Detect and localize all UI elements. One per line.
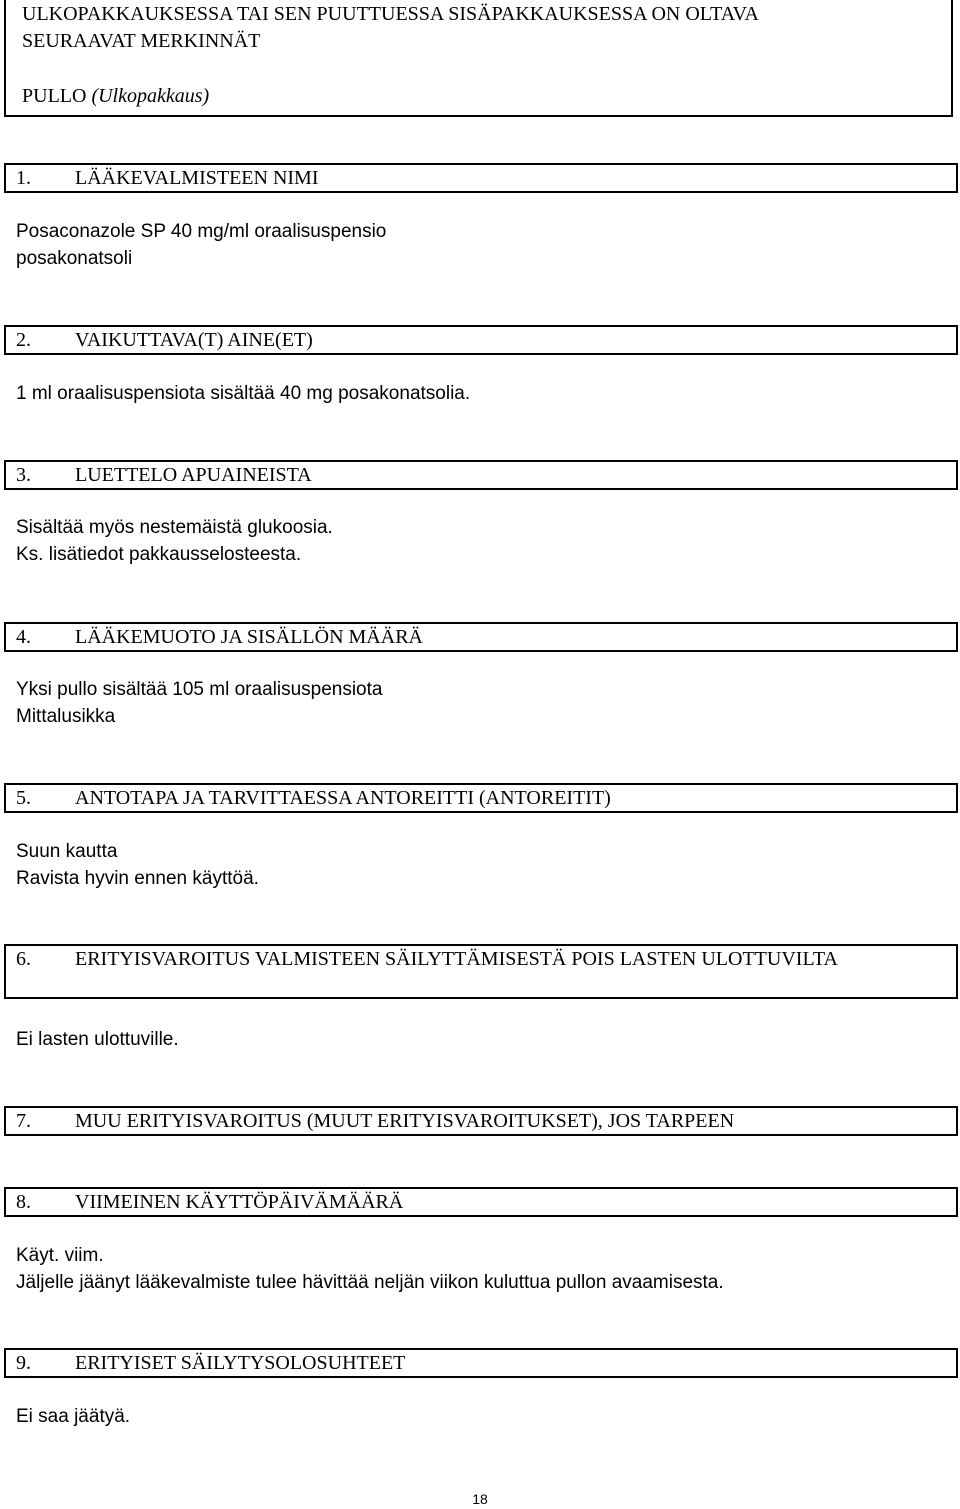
title-line-1: ULKOPAKKAUKSESSA TAI SEN PUUTTUESSA SISÄPAKKAUKSESSA ON OLTAVA: [22, 3, 759, 25]
section-8-number: 8.: [16, 1191, 31, 1213]
section-7-number: 7.: [16, 1110, 31, 1132]
section-5-heading: [4, 783, 958, 813]
package-type-note: (Ulkopakkaus): [91, 85, 210, 107]
section-8-line-2: Jäljelle jäänyt lääkevalmiste tulee hävittää neljän viikon kuluttua pullon avaamisesta.: [16, 1272, 724, 1293]
section-2-line-1: 1 ml oraalisuspensiota sisältää 40 mg posakonatsolia.: [16, 383, 471, 404]
section-4-number: 4.: [16, 626, 31, 648]
section-7-heading: [4, 1106, 958, 1136]
section-6-title: ERITYISVAROITUS VALMISTEEN SÄILYTTÄMISESTÄ POIS LASTEN ULOTTUVILTA: [75, 948, 838, 970]
section-6-number: 6.: [16, 948, 31, 970]
section-1-number: 1.: [16, 167, 31, 189]
package-type: PULLO: [22, 85, 92, 107]
section-4-heading: [4, 622, 958, 652]
section-9-number: 9.: [16, 1352, 31, 1374]
section-1-line-1: Posaconazole SP 40 mg/ml oraalisuspensio: [16, 221, 387, 242]
section-1-heading: [4, 163, 958, 193]
section-9-heading: [4, 1348, 958, 1378]
section-5-line-2: Ravista hyvin ennen käyttöä.: [16, 868, 259, 889]
section-4-title: LÄÄKEMUOTO JA SISÄLLÖN MÄÄRÄ: [75, 626, 423, 648]
section-1-line-2: posakonatsoli: [16, 248, 133, 269]
section-3-line-1: Sisältää myös nestemäistä glukoosia.: [16, 517, 333, 538]
section-8-title: VIIMEINEN KÄYTTÖPÄIVÄMÄÄRÄ: [75, 1191, 404, 1213]
section-2-title: VAIKUTTAVA(T) AINE(ET): [75, 329, 313, 351]
section-3-line-2: Ks. lisätiedot pakkausselosteesta.: [16, 544, 302, 565]
section-3-number: 3.: [16, 464, 31, 486]
section-3-title: LUETTELO APUAINEISTA: [75, 464, 312, 486]
section-5-title: ANTOTAPA JA TARVITTAESSA ANTOREITTI (ANTOREITIT): [75, 787, 611, 809]
label-title-box: [4, 0, 953, 117]
title-line-3: [22, 84, 209, 108]
section-9-line-1: Ei saa jäätyä.: [16, 1406, 131, 1427]
section-9-title: ERITYISET SÄILYTYSOLOSUHTEET: [75, 1352, 406, 1374]
section-2-heading: [4, 325, 958, 355]
page-number: 18: [472, 1491, 488, 1507]
section-8-heading: [4, 1187, 958, 1217]
section-7-title: MUU ERITYISVAROITUS (MUUT ERITYISVAROITUKSET), JOS TARPEEN: [75, 1110, 735, 1132]
section-5-number: 5.: [16, 787, 31, 809]
section-2-number: 2.: [16, 329, 31, 351]
section-5-line-1: Suun kautta: [16, 841, 118, 862]
title-line-2: SEURAAVAT MERKINNÄT: [22, 30, 261, 52]
section-6-heading: [4, 944, 958, 999]
section-1-title: LÄÄKEVALMISTEEN NIMI: [75, 167, 319, 189]
section-3-heading: [4, 460, 958, 490]
section-4-line-2: Mittalusikka: [16, 706, 116, 727]
section-4-line-1: Yksi pullo sisältää 105 ml oraalisuspensiota: [16, 679, 383, 700]
section-6-line-1: Ei lasten ulottuville.: [16, 1029, 179, 1050]
section-8-line-1: Käyt. viim.: [16, 1245, 104, 1266]
